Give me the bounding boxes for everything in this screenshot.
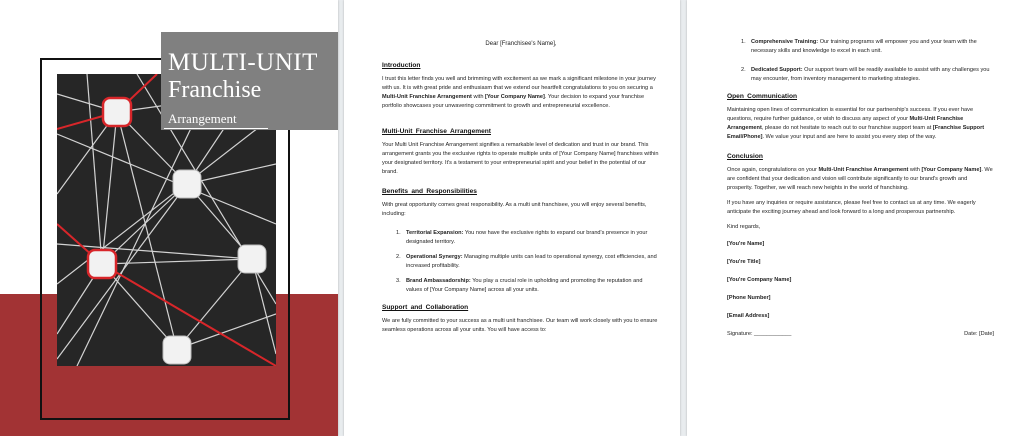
benefit-item: 2. Operational Synergy: Managing multiple units can lead to operational synergy, cost efficiencies, and increased profitability. [396,254,657,269]
support-item: 2. Dedicated Support: Our support team will be readily available to assist with any challenges you may encounter, from inventory management to marketing strategies. [741,67,990,82]
signer-company: [You're Company Name] [727,277,792,283]
support-paragraph: We are fully committed to your success as a multi unit franchisee. Our team will work closely with you to ensure seamless operations across all your units. You will have access to: [382,318,658,333]
support-heading: Support and Collaboration [382,304,469,311]
letter-page-2 [687,0,1024,436]
letter-page-1 [344,0,680,436]
open-communication-paragraph: Maintaining open lines of communication is essential for our partnership's success. If you ever have questions, require further guidance, or wish to discuss any aspect of your Multi-Unit Franchise Arrangement, please do not hesitate to reach out to our franchise support team at [Franchise Support Email/Phone]. We value your input and are here to assist you every step of the way. [727,107,985,140]
benefit-item: 3. Brand Ambassadorship: You play a crucial role in upholding and promoting the reputation and values of [Your Company Name] across all your units. [396,278,643,293]
conclusion-heading: Conclusion [727,153,763,160]
mufa-paragraph: Your Multi Unit Franchise Arrangement signifies a remarkable level of dedication and trust in our brand. This arrangement grants you the exclusive rights to operate multiple units of [Your Company Name] franchises within your designated territory. It's a testament to your entrepreneurial spirit and your belief in the potential of our brand. [382,142,659,175]
intro-paragraph: I trust this letter finds you well and brimming with excitement as we mark a significant milestone in your journey with us. It is with great pride and enthusiasm that we extend our heartfelt congratulations to you on securing a Multi-Unit Franchise Arrangement with [Your Company Name]. Your decision to expand your franchise portfolio showcases your unwavering commitment to growth and entrepreneurial excellence. [382,76,656,109]
date-label: Date: [Date] [964,331,994,337]
open-communication-heading: Open Communication [727,93,798,100]
cover-page [0,0,338,436]
cover-title-line2: Franchise [168,77,262,103]
signature-row [727,330,994,339]
benefits-paragraph: With great opportunity comes great responsibility. As a multi unit franchisee, you will enjoy several benefits, including: [382,202,647,217]
greeting: Dear [Franchisee's Name], [485,41,557,47]
benefits-heading: Benefits and Responsibilities [382,188,477,195]
intro-heading: Introduction [382,62,421,69]
signer-name: [You're Name] [727,241,765,247]
signer-email: [Email Address] [727,313,770,319]
conclusion-paragraph: Once again, congratulations on your Multi-Unit Franchise Arrangement with [Your Company Name]. We are confident that your dedication and vision will contribute significantly to our brand's growth and prosperity. Together, we will reach new heights in the world of franchising. [727,167,993,191]
mufa-heading: Multi-Unit Franchise Arrangement [382,128,491,135]
benefit-item: 1. Territorial Expansion: You now have the exclusive rights to expand our brand's presence in your designated territory. [396,230,648,245]
inquiries-paragraph: If you have any inquiries or require assistance, please feel free to contact us at any time. We eagerly anticipate the exciting journey ahead and look forward to a long and prosperous partnership. [727,200,976,215]
cover-subtitle-underline [164,128,268,129]
signer-title: [You're Title] [727,259,761,265]
support-item: 1. Comprehensive Training: Our training programs will empower you and your team with the necessary skills and knowledge to excel in each unit. [741,39,977,54]
cover-subtitle: Arrangement [168,111,237,126]
signature-label: Signature: ____________ [727,331,792,337]
signer-phone: [Phone Number] [727,295,771,301]
cover-title-line1: MULTI-UNIT [168,49,318,76]
regards: Kind regards, [727,224,761,230]
